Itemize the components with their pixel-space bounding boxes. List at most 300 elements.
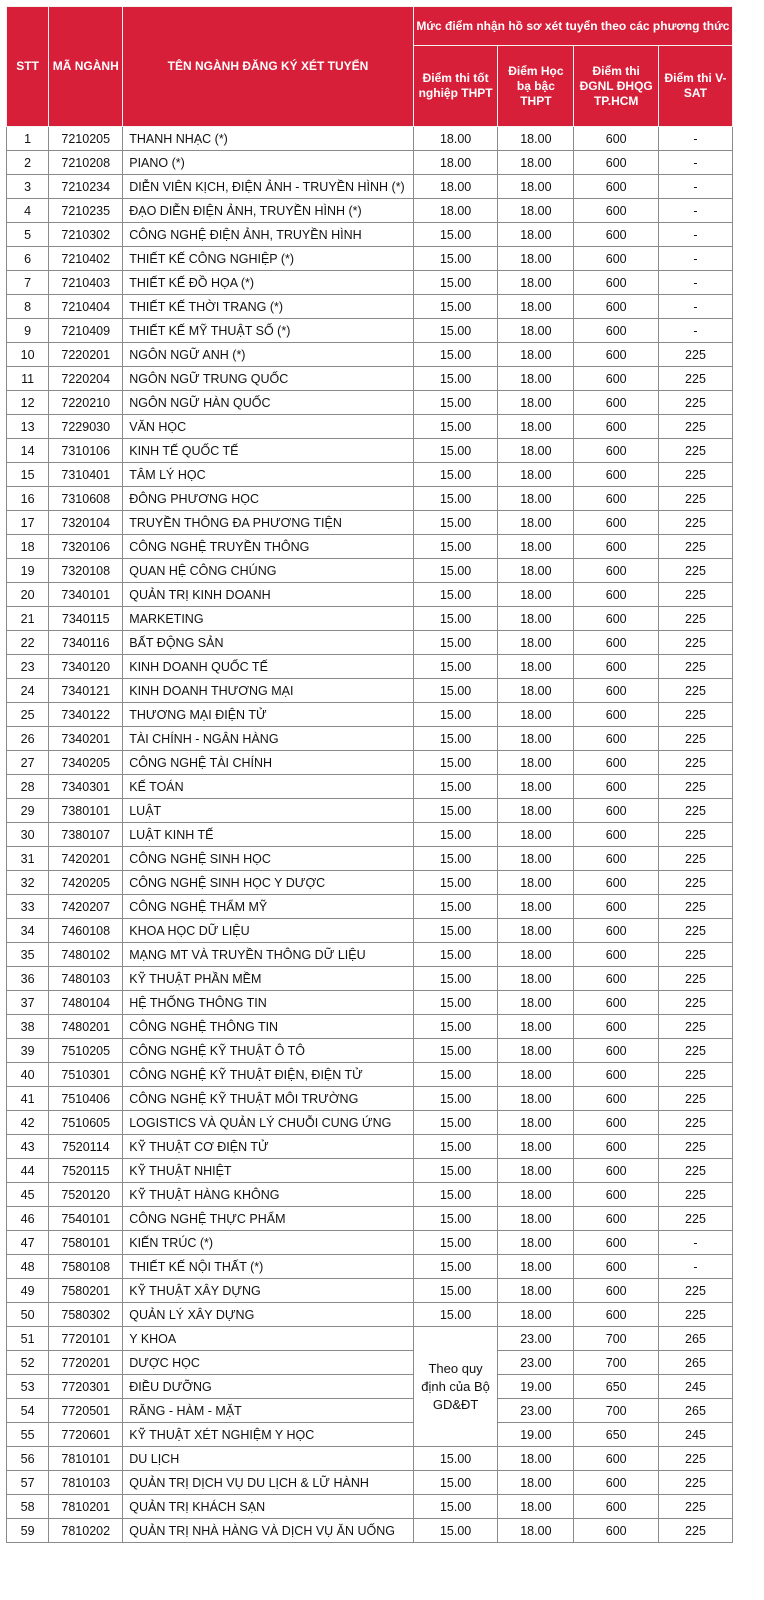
row-thpt-score: 15.00 xyxy=(413,247,498,271)
row-major-name: QUẢN TRỊ NHÀ HÀNG VÀ DỊCH VỤ ĂN UỐNG xyxy=(123,1519,414,1543)
table-header xyxy=(7,7,733,127)
row-major-code: 7720501 xyxy=(49,1399,123,1423)
row-major-code: 7420201 xyxy=(49,847,123,871)
row-stt: 39 xyxy=(7,1039,49,1063)
admission-score-table xyxy=(6,6,733,1543)
row-dgnl-score: 600 xyxy=(574,679,659,703)
header-score-group: Mức điểm nhận hồ sơ xét tuyển theo các phương thức xyxy=(413,7,732,46)
table-row xyxy=(7,535,733,559)
row-thpt-score: 15.00 xyxy=(413,895,498,919)
row-vsat-score: 225 xyxy=(658,727,732,751)
row-major-code: 7380101 xyxy=(49,799,123,823)
row-dgnl-score: 600 xyxy=(574,415,659,439)
row-stt: 53 xyxy=(7,1375,49,1399)
row-major-name: MẠNG MT VÀ TRUYỀN THÔNG DỮ LIỆU xyxy=(123,943,414,967)
row-dgnl-score: 600 xyxy=(574,1471,659,1495)
row-thpt-score: 15.00 xyxy=(413,919,498,943)
row-major-code: 7810201 xyxy=(49,1495,123,1519)
row-thpt-score: 15.00 xyxy=(413,967,498,991)
row-vsat-score: 225 xyxy=(658,559,732,583)
row-major-code: 7510205 xyxy=(49,1039,123,1063)
row-transcript-score: 18.00 xyxy=(498,751,574,775)
row-transcript-score: 18.00 xyxy=(498,1303,574,1327)
row-major-name: CÔNG NGHỆ SINH HỌC xyxy=(123,847,414,871)
row-thpt-score: 15.00 xyxy=(413,1039,498,1063)
row-stt: 8 xyxy=(7,295,49,319)
row-vsat-score: 225 xyxy=(658,1447,732,1471)
row-stt: 12 xyxy=(7,391,49,415)
row-thpt-score: 15.00 xyxy=(413,415,498,439)
row-major-name: NGÔN NGỮ ANH (*) xyxy=(123,343,414,367)
table-row xyxy=(7,1015,733,1039)
row-stt: 2 xyxy=(7,151,49,175)
row-stt: 58 xyxy=(7,1495,49,1519)
row-transcript-score: 18.00 xyxy=(498,607,574,631)
row-dgnl-score: 600 xyxy=(574,631,659,655)
row-transcript-score: 18.00 xyxy=(498,151,574,175)
row-stt: 10 xyxy=(7,343,49,367)
header-major-code: MÃ NGÀNH xyxy=(49,7,123,127)
row-major-code: 7310106 xyxy=(49,439,123,463)
row-major-name: CÔNG NGHỆ TÀI CHÍNH xyxy=(123,751,414,775)
row-vsat-score: 225 xyxy=(658,895,732,919)
row-vsat-score: 225 xyxy=(658,415,732,439)
row-major-name: CÔNG NGHỆ KỸ THUẬT ĐIỆN, ĐIỆN TỬ xyxy=(123,1063,414,1087)
row-transcript-score: 18.00 xyxy=(498,895,574,919)
row-dgnl-score: 600 xyxy=(574,1111,659,1135)
row-thpt-score: 15.00 xyxy=(413,1159,498,1183)
row-major-code: 7510406 xyxy=(49,1087,123,1111)
table-row xyxy=(7,439,733,463)
table-row xyxy=(7,1327,733,1351)
row-transcript-score: 18.00 xyxy=(498,175,574,199)
row-dgnl-score: 600 xyxy=(574,151,659,175)
row-dgnl-score: 600 xyxy=(574,1135,659,1159)
row-dgnl-score: 600 xyxy=(574,1039,659,1063)
row-major-code: 7340201 xyxy=(49,727,123,751)
row-thpt-score: 15.00 xyxy=(413,1183,498,1207)
row-transcript-score: 18.00 xyxy=(498,1135,574,1159)
row-dgnl-score: 600 xyxy=(574,343,659,367)
row-major-code: 7510301 xyxy=(49,1063,123,1087)
header-major-name: TÊN NGÀNH ĐĂNG KÝ XÉT TUYỂN xyxy=(123,7,414,127)
table-row xyxy=(7,1207,733,1231)
row-major-name: KẾ TOÁN xyxy=(123,775,414,799)
row-dgnl-score: 600 xyxy=(574,511,659,535)
row-major-name: NGÔN NGỮ TRUNG QUỐC xyxy=(123,367,414,391)
row-major-code: 7720201 xyxy=(49,1351,123,1375)
row-major-name: KINH DOANH QUỐC TẾ xyxy=(123,655,414,679)
row-vsat-score: 225 xyxy=(658,1183,732,1207)
row-stt: 26 xyxy=(7,727,49,751)
row-vsat-score: 225 xyxy=(658,1495,732,1519)
row-thpt-score: 15.00 xyxy=(413,1087,498,1111)
row-vsat-score: 245 xyxy=(658,1423,732,1447)
row-vsat-score: 225 xyxy=(658,607,732,631)
row-stt: 35 xyxy=(7,943,49,967)
row-vsat-score: 225 xyxy=(658,751,732,775)
row-major-name: QUẢN TRỊ KINH DOANH xyxy=(123,583,414,607)
row-stt: 31 xyxy=(7,847,49,871)
row-dgnl-score: 600 xyxy=(574,1015,659,1039)
row-major-code: 7340301 xyxy=(49,775,123,799)
row-thpt-score: 15.00 xyxy=(413,607,498,631)
row-dgnl-score: 600 xyxy=(574,295,659,319)
row-dgnl-score: 700 xyxy=(574,1351,659,1375)
row-transcript-score: 19.00 xyxy=(498,1423,574,1447)
row-dgnl-score: 600 xyxy=(574,1207,659,1231)
row-stt: 46 xyxy=(7,1207,49,1231)
table-row xyxy=(7,151,733,175)
row-thpt-score: 15.00 xyxy=(413,943,498,967)
row-transcript-score: 18.00 xyxy=(498,655,574,679)
row-major-name: PIANO (*) xyxy=(123,151,414,175)
table-row xyxy=(7,1255,733,1279)
row-stt: 19 xyxy=(7,559,49,583)
row-stt: 45 xyxy=(7,1183,49,1207)
row-dgnl-score: 600 xyxy=(574,1159,659,1183)
row-major-code: 7340116 xyxy=(49,631,123,655)
row-vsat-score: 225 xyxy=(658,775,732,799)
row-thpt-score: 15.00 xyxy=(413,1471,498,1495)
row-major-code: 7320106 xyxy=(49,535,123,559)
row-stt: 34 xyxy=(7,919,49,943)
row-major-code: 7580108 xyxy=(49,1255,123,1279)
row-transcript-score: 18.00 xyxy=(498,1207,574,1231)
row-major-name: TRUYỀN THÔNG ĐA PHƯƠNG TIỆN xyxy=(123,511,414,535)
row-transcript-score: 18.00 xyxy=(498,247,574,271)
table-row xyxy=(7,1303,733,1327)
row-transcript-score: 18.00 xyxy=(498,1255,574,1279)
row-transcript-score: 18.00 xyxy=(498,799,574,823)
table-row xyxy=(7,1519,733,1543)
row-vsat-score: 225 xyxy=(658,991,732,1015)
row-major-name: Y KHOA xyxy=(123,1327,414,1351)
row-stt: 22 xyxy=(7,631,49,655)
table-row xyxy=(7,1351,733,1375)
row-major-code: 7340122 xyxy=(49,703,123,727)
row-thpt-score: 15.00 xyxy=(413,1303,498,1327)
row-thpt-score: 15.00 xyxy=(413,1495,498,1519)
row-major-code: 7310608 xyxy=(49,487,123,511)
row-transcript-score: 18.00 xyxy=(498,919,574,943)
row-vsat-score: 225 xyxy=(658,919,732,943)
row-dgnl-score: 700 xyxy=(574,1327,659,1351)
row-transcript-score: 18.00 xyxy=(498,559,574,583)
row-thpt-score: 15.00 xyxy=(413,559,498,583)
row-major-code: 7210208 xyxy=(49,151,123,175)
row-dgnl-score: 600 xyxy=(574,1255,659,1279)
row-transcript-score: 19.00 xyxy=(498,1375,574,1399)
row-stt: 47 xyxy=(7,1231,49,1255)
row-thpt-score: 15.00 xyxy=(413,1447,498,1471)
row-thpt-score: 15.00 xyxy=(413,1231,498,1255)
row-vsat-score: 225 xyxy=(658,463,732,487)
row-thpt-score: 15.00 xyxy=(413,439,498,463)
table-row xyxy=(7,1231,733,1255)
row-stt: 57 xyxy=(7,1471,49,1495)
row-vsat-score: 225 xyxy=(658,1087,732,1111)
row-transcript-score: 18.00 xyxy=(498,631,574,655)
row-vsat-score: 225 xyxy=(658,703,732,727)
row-stt: 18 xyxy=(7,535,49,559)
row-major-name: KỸ THUẬT XÉT NGHIỆM Y HỌC xyxy=(123,1423,414,1447)
row-major-code: 7520120 xyxy=(49,1183,123,1207)
row-thpt-score: 15.00 xyxy=(413,535,498,559)
row-thpt-score: 15.00 xyxy=(413,511,498,535)
row-major-name: DƯỢC HỌC xyxy=(123,1351,414,1375)
row-thpt-score: 15.00 xyxy=(413,871,498,895)
row-major-code: 7210205 xyxy=(49,127,123,151)
header-stt: STT xyxy=(7,7,49,127)
table-row xyxy=(7,1063,733,1087)
row-dgnl-score: 600 xyxy=(574,799,659,823)
row-vsat-score: 225 xyxy=(658,799,732,823)
row-dgnl-score: 600 xyxy=(574,223,659,247)
table-row xyxy=(7,1111,733,1135)
row-transcript-score: 18.00 xyxy=(498,199,574,223)
row-vsat-score: - xyxy=(658,1231,732,1255)
row-vsat-score: 225 xyxy=(658,511,732,535)
row-thpt-score: 15.00 xyxy=(413,847,498,871)
row-transcript-score: 18.00 xyxy=(498,295,574,319)
row-dgnl-score: 600 xyxy=(574,847,659,871)
row-major-name: QUẢN TRỊ DỊCH VỤ DU LỊCH & LỮ HÀNH xyxy=(123,1471,414,1495)
row-major-name: VĂN HỌC xyxy=(123,415,414,439)
row-dgnl-score: 600 xyxy=(574,871,659,895)
table-row xyxy=(7,1159,733,1183)
row-dgnl-score: 600 xyxy=(574,895,659,919)
row-dgnl-score: 600 xyxy=(574,775,659,799)
table-row xyxy=(7,1135,733,1159)
row-major-name: LUẬT xyxy=(123,799,414,823)
admission-table-container xyxy=(6,6,733,1543)
table-row xyxy=(7,823,733,847)
row-dgnl-score: 600 xyxy=(574,1447,659,1471)
row-stt: 5 xyxy=(7,223,49,247)
row-stt: 41 xyxy=(7,1087,49,1111)
table-row xyxy=(7,607,733,631)
row-transcript-score: 18.00 xyxy=(498,583,574,607)
table-row xyxy=(7,1495,733,1519)
row-stt: 9 xyxy=(7,319,49,343)
row-transcript-score: 18.00 xyxy=(498,1063,574,1087)
row-transcript-score: 18.00 xyxy=(498,1279,574,1303)
row-vsat-score: 225 xyxy=(658,367,732,391)
row-dgnl-score: 600 xyxy=(574,463,659,487)
row-transcript-score: 23.00 xyxy=(498,1327,574,1351)
row-major-name: KỸ THUẬT PHẦN MỀM xyxy=(123,967,414,991)
row-stt: 15 xyxy=(7,463,49,487)
row-major-code: 7420205 xyxy=(49,871,123,895)
row-thpt-score: 15.00 xyxy=(413,1015,498,1039)
row-transcript-score: 18.00 xyxy=(498,535,574,559)
row-stt: 40 xyxy=(7,1063,49,1087)
row-major-code: 7540101 xyxy=(49,1207,123,1231)
row-stt: 37 xyxy=(7,991,49,1015)
row-dgnl-score: 600 xyxy=(574,271,659,295)
row-major-name: KỸ THUẬT HÀNG KHÔNG xyxy=(123,1183,414,1207)
row-dgnl-score: 600 xyxy=(574,1303,659,1327)
row-major-name: KIẾN TRÚC (*) xyxy=(123,1231,414,1255)
table-row xyxy=(7,847,733,871)
row-major-code: 7229030 xyxy=(49,415,123,439)
table-row xyxy=(7,991,733,1015)
table-row xyxy=(7,583,733,607)
row-vsat-score: 225 xyxy=(658,439,732,463)
table-body xyxy=(7,127,733,1543)
table-row xyxy=(7,391,733,415)
row-major-name: THIẾT KẾ MỸ THUẬT SỐ (*) xyxy=(123,319,414,343)
row-major-name: ĐIỀU DƯỠNG xyxy=(123,1375,414,1399)
row-major-name: ĐÔNG PHƯƠNG HỌC xyxy=(123,487,414,511)
row-dgnl-score: 600 xyxy=(574,703,659,727)
row-vsat-score: 265 xyxy=(658,1351,732,1375)
row-transcript-score: 18.00 xyxy=(498,1471,574,1495)
row-vsat-score: 225 xyxy=(658,1135,732,1159)
row-major-name: BẤT ĐỘNG SẢN xyxy=(123,631,414,655)
row-dgnl-score: 600 xyxy=(574,607,659,631)
row-dgnl-score: 600 xyxy=(574,943,659,967)
row-major-code: 7510605 xyxy=(49,1111,123,1135)
row-thpt-score: 15.00 xyxy=(413,1111,498,1135)
row-stt: 25 xyxy=(7,703,49,727)
row-major-name: QUẢN TRỊ KHÁCH SẠN xyxy=(123,1495,414,1519)
row-transcript-score: 18.00 xyxy=(498,487,574,511)
table-row xyxy=(7,1399,733,1423)
row-transcript-score: 18.00 xyxy=(498,1495,574,1519)
row-transcript-score: 18.00 xyxy=(498,127,574,151)
row-transcript-score: 18.00 xyxy=(498,319,574,343)
row-vsat-score: 225 xyxy=(658,943,732,967)
row-major-code: 7340205 xyxy=(49,751,123,775)
row-major-code: 7320108 xyxy=(49,559,123,583)
row-major-name: THIẾT KẾ NỘI THẤT (*) xyxy=(123,1255,414,1279)
row-major-name: RĂNG - HÀM - MẶT xyxy=(123,1399,414,1423)
row-dgnl-score: 600 xyxy=(574,967,659,991)
row-vsat-score: 225 xyxy=(658,487,732,511)
row-thpt-score: 15.00 xyxy=(413,823,498,847)
table-row xyxy=(7,367,733,391)
row-thpt-score: 15.00 xyxy=(413,319,498,343)
row-major-name: CÔNG NGHỆ SINH HỌC Y DƯỢC xyxy=(123,871,414,895)
row-stt: 32 xyxy=(7,871,49,895)
row-vsat-score: 225 xyxy=(658,1111,732,1135)
row-vsat-score: 225 xyxy=(658,631,732,655)
row-thpt-score: 15.00 xyxy=(413,223,498,247)
row-vsat-score: 245 xyxy=(658,1375,732,1399)
row-transcript-score: 18.00 xyxy=(498,511,574,535)
row-major-code: 7460108 xyxy=(49,919,123,943)
row-stt: 55 xyxy=(7,1423,49,1447)
row-stt: 51 xyxy=(7,1327,49,1351)
row-stt: 49 xyxy=(7,1279,49,1303)
row-stt: 11 xyxy=(7,367,49,391)
row-dgnl-score: 650 xyxy=(574,1423,659,1447)
row-stt: 42 xyxy=(7,1111,49,1135)
table-row xyxy=(7,511,733,535)
row-stt: 36 xyxy=(7,967,49,991)
row-major-name: THIẾT KẾ CÔNG NGHIỆP (*) xyxy=(123,247,414,271)
row-transcript-score: 18.00 xyxy=(498,847,574,871)
row-major-code: 7810202 xyxy=(49,1519,123,1543)
row-dgnl-score: 600 xyxy=(574,1183,659,1207)
row-stt: 38 xyxy=(7,1015,49,1039)
row-dgnl-score: 600 xyxy=(574,1279,659,1303)
row-dgnl-score: 600 xyxy=(574,127,659,151)
row-vsat-score: 225 xyxy=(658,391,732,415)
row-vsat-score: - xyxy=(658,175,732,199)
row-transcript-score: 18.00 xyxy=(498,439,574,463)
row-major-name: QUẢN LÝ XÂY DỰNG xyxy=(123,1303,414,1327)
row-thpt-score: 18.00 xyxy=(413,127,498,151)
table-row xyxy=(7,463,733,487)
row-dgnl-score: 600 xyxy=(574,559,659,583)
row-thpt-score: 15.00 xyxy=(413,991,498,1015)
row-dgnl-score: 650 xyxy=(574,1375,659,1399)
row-transcript-score: 18.00 xyxy=(498,871,574,895)
row-stt: 6 xyxy=(7,247,49,271)
row-transcript-score: 18.00 xyxy=(498,967,574,991)
row-major-name: CÔNG NGHỆ ĐIỆN ẢNH, TRUYỀN HÌNH xyxy=(123,223,414,247)
table-row xyxy=(7,727,733,751)
row-vsat-score: - xyxy=(658,295,732,319)
row-thpt-score: 15.00 xyxy=(413,1135,498,1159)
row-transcript-score: 18.00 xyxy=(498,1183,574,1207)
row-stt: 24 xyxy=(7,679,49,703)
row-major-code: 7340101 xyxy=(49,583,123,607)
row-major-name: NGÔN NGỮ HÀN QUỐC xyxy=(123,391,414,415)
row-transcript-score: 18.00 xyxy=(498,1519,574,1543)
row-major-name: CÔNG NGHỆ KỸ THUẬT Ô TÔ xyxy=(123,1039,414,1063)
table-row xyxy=(7,895,733,919)
row-thpt-score: 15.00 xyxy=(413,727,498,751)
row-thpt-score: 15.00 xyxy=(413,799,498,823)
row-stt: 21 xyxy=(7,607,49,631)
row-transcript-score: 18.00 xyxy=(498,703,574,727)
table-row xyxy=(7,199,733,223)
row-transcript-score: 18.00 xyxy=(498,223,574,247)
row-dgnl-score: 600 xyxy=(574,1231,659,1255)
table-row xyxy=(7,319,733,343)
row-major-name: DIỄN VIÊN KỊCH, ĐIỆN ẢNH - TRUYỀN HÌNH (*) xyxy=(123,175,414,199)
row-transcript-score: 23.00 xyxy=(498,1351,574,1375)
row-dgnl-score: 600 xyxy=(574,1519,659,1543)
row-major-name: TÂM LÝ HỌC xyxy=(123,463,414,487)
row-dgnl-score: 600 xyxy=(574,367,659,391)
row-major-code: 7220210 xyxy=(49,391,123,415)
row-vsat-score: - xyxy=(658,223,732,247)
row-major-code: 7210302 xyxy=(49,223,123,247)
row-stt: 16 xyxy=(7,487,49,511)
row-major-name: KỸ THUẬT XÂY DỰNG xyxy=(123,1279,414,1303)
row-major-name: KINH TẾ QUỐC TẾ xyxy=(123,439,414,463)
row-thpt-score: 15.00 xyxy=(413,271,498,295)
header-transcript-score: Điểm Học bạ bậc THPT xyxy=(498,46,574,127)
table-row xyxy=(7,1087,733,1111)
row-dgnl-score: 600 xyxy=(574,175,659,199)
row-stt: 29 xyxy=(7,799,49,823)
row-dgnl-score: 600 xyxy=(574,919,659,943)
table-row xyxy=(7,487,733,511)
row-dgnl-score: 600 xyxy=(574,247,659,271)
row-vsat-score: 225 xyxy=(658,823,732,847)
row-major-code: 7210235 xyxy=(49,199,123,223)
row-vsat-score: 225 xyxy=(658,1039,732,1063)
table-row xyxy=(7,631,733,655)
row-stt: 56 xyxy=(7,1447,49,1471)
merged-regulation-note: Theo quy định của Bộ GD&ĐT xyxy=(413,1327,498,1447)
